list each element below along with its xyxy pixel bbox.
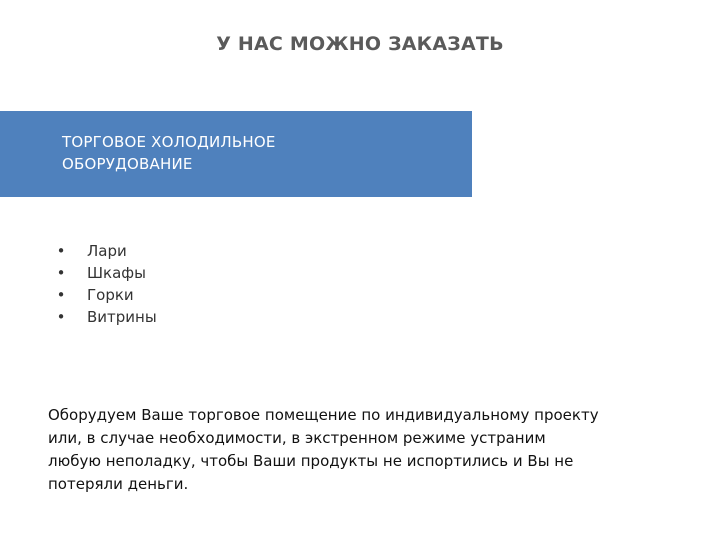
slide-title: У НАС МОЖНО ЗАКАЗАТЬ — [216, 33, 504, 55]
list-item-label: Горки — [87, 286, 134, 304]
category-banner-text — [62, 131, 462, 175]
list-item-label: Витрины — [87, 308, 157, 326]
category-line-2: ОБОРУДОВАНИЕ — [62, 155, 193, 173]
bullet-icon: • — [56, 286, 66, 304]
product-list — [55, 240, 157, 328]
bullet-icon: • — [56, 264, 66, 282]
paragraph-line: потеряли деньги. — [48, 475, 189, 493]
bullet-icon: • — [56, 242, 66, 260]
category-line-1: ТОРГОВОЕ ХОЛОДИЛЬНОЕ — [62, 133, 276, 151]
list-item — [55, 240, 157, 262]
list-item-label: Шкафы — [87, 264, 146, 282]
description-paragraph — [48, 404, 708, 496]
paragraph-line: Оборудуем Ваше торговое помещение по индивидуальному проекту — [48, 406, 599, 424]
list-item — [55, 262, 157, 284]
category-banner — [0, 111, 472, 197]
paragraph-line: или, в случае необходимости, в экстренном режиме устраним — [48, 429, 546, 447]
list-item — [55, 284, 157, 306]
bullet-icon: • — [56, 308, 66, 326]
list-item — [55, 306, 157, 328]
list-item-label: Лари — [87, 242, 127, 260]
paragraph-line: любую неполадку, чтобы Ваши продукты не испортились и Вы не — [48, 452, 574, 470]
